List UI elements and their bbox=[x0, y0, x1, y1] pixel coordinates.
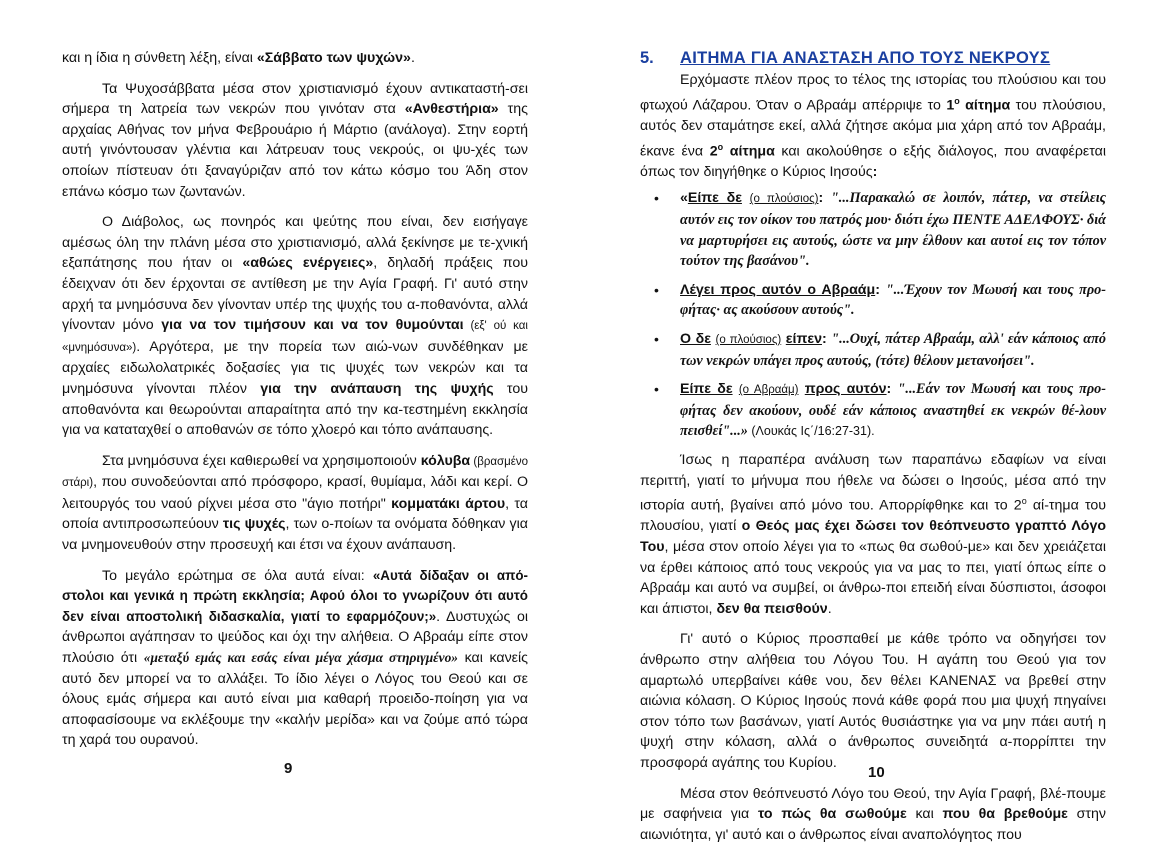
speaker-note: (ο πλούσιος) bbox=[715, 334, 782, 346]
superscript: ο bbox=[717, 141, 724, 152]
emphasis: 1 bbox=[946, 97, 955, 114]
text: . bbox=[827, 600, 832, 617]
emphasis: «Αυτά δίδαξαν οι από-στολοι και γενικά η πρώτη εκκλησία; Αφού όλοι το γνωρίζουν ότι αυτό δεν είναι αποστολική διδασκαλία, γιατί το εφαρμόζουν;» bbox=[62, 567, 528, 624]
text: του πλούσιου, αυτός δεν σταμάτησε εκεί, αλλά ζήτησε ακόμα μια χάρη από τον Αβραάμ, έκανε ένα bbox=[640, 97, 1106, 160]
emphasis: αίτημα bbox=[723, 143, 775, 160]
speaker-verb: προς αυτόν bbox=[804, 381, 887, 398]
paragraph bbox=[640, 450, 1106, 619]
text: , τα οποία αντιπροσωπεύουν bbox=[62, 495, 528, 533]
speaker: Είπε δε bbox=[680, 381, 733, 398]
colon: : bbox=[875, 281, 886, 298]
dialogue-item bbox=[640, 329, 1106, 371]
speaker-note: (ο Αβραάμ) bbox=[738, 384, 799, 397]
speaker: Ο δε bbox=[680, 331, 711, 347]
text: , που συνοδεύονται από πρόσφορο, κρασί, θυμίαμα, λάδι και κερί. Ο λειτουργός του ναού ρίχνει μέσα στο "άγιο ποτήρι" bbox=[62, 474, 528, 512]
text: Το μεγάλο ερώτημα σε όλα αυτά είναι: bbox=[102, 567, 373, 584]
superscript: ο bbox=[1021, 496, 1027, 507]
section-heading bbox=[640, 48, 1106, 68]
emphasis: κόλυβα bbox=[420, 452, 471, 469]
text: , μέσα στον οποίο λέγει για το «πως θα σωθού-με» και δεν χρειάζεται να έρθει κάποιος από τους νεκρούς για να μας το πει, γιατί όπως είπε ο Αβραάμ και αυτό να συμβεί, οι άνθρω-ποι επειδή είναι δύσπιστοι, άσοφοι και άπιστοι, bbox=[640, 539, 1106, 617]
text: και η ίδια η σύνθετη λέξη, είναι bbox=[62, 50, 257, 66]
emphasis: δεν θα πεισθούν bbox=[716, 600, 828, 617]
bullet-icon: • bbox=[654, 190, 659, 207]
text: Τα Ψυχοσάββατα μέσα στον χριστιανισμό έχουν αντικαταστή-σει σήμερα τη λατρεία των νεκρών που γινόταν στα bbox=[62, 80, 528, 118]
dialogue-list bbox=[640, 188, 1106, 442]
scripture-quote: "...Έχουν τον Μωυσή και τους προ-φήτας· ας ακούσουν αυτούς". bbox=[680, 281, 1106, 319]
colon: : bbox=[821, 331, 832, 347]
emphasis: «αθώες ενέργειες» bbox=[242, 255, 374, 272]
emphasis: 2 bbox=[709, 143, 718, 160]
paragraph bbox=[640, 784, 1106, 845]
emphasis: «Σάββατο των ψυχών» bbox=[256, 50, 411, 66]
text: Ίσως η παραπέρα ανάλυση των παραπάνω εδαφίων να είναι περιττή, γιατί το μήνυμα που ήθελε να δώσει ο Ιησούς, μέσα από την ιστορία αυτή, βγαίνει από μόνο του. Απορρίφθηκε και το 2 bbox=[640, 451, 1106, 514]
text: αί-τημα του πλουσίου, γιατί bbox=[640, 497, 1106, 535]
speaker-note: (ο πλούσιος) bbox=[749, 193, 819, 206]
emphasis: το πώς θα σωθούμε bbox=[757, 806, 907, 823]
right-page bbox=[640, 48, 1106, 845]
scripture-quote: «μεταξύ εμάς και εσάς είναι μέγα χάσμα στηριγμένο» bbox=[143, 650, 458, 666]
small-note: (εξ' ού και «μνημόσυνα») bbox=[62, 320, 528, 354]
text: Στα μνημόσυνα έχει καθιερωθεί να χρησιμοποιούν bbox=[102, 452, 421, 469]
bullet-icon: • bbox=[654, 331, 659, 347]
emphasis: τις ψυχές bbox=[222, 516, 286, 533]
emphasis: ο Θεός μας έχει δώσει τον θεόπνευστο γραπτό Λόγο Του bbox=[640, 518, 1107, 556]
emphasis: για να τον τιμήσουν και να τον θυμούνται bbox=[161, 317, 464, 334]
bullet-icon: • bbox=[654, 281, 659, 298]
text: της αρχαίας Αθήνας τον μήνα Φεβρουάριο ή Μάρτιο (ανάλογα). Στην εορτή αυτή γινόντουσαν γλέντια και λάτρευαν τους νεκρούς, οι ψυ-χές των οποίων πίστευαν ότι ξαναγύριζαν από τον κάτω κόσμο του Άδη στον επάνω κόσμο των ζωντανών. bbox=[62, 101, 528, 200]
text: και bbox=[906, 806, 943, 823]
text: και ακολούθησε ο εξής διάλογος, που αναφέρεται όπως τον διηγήθηκε ο Κύριος Ιησούς bbox=[640, 143, 1106, 180]
speaker: Λέγει προς αυτόν ο Αβραάμ bbox=[680, 281, 876, 298]
text: Ο Διάβολος, ως πονηρός και ψεύτης που είναι, δεν εισήγαγε αμέσως όλη την πλάνη μέσα στο χριστιανισμό, αλλά ξεκίνησε με τε-χνική εξαπάτησης που ήταν οι bbox=[62, 214, 528, 272]
text: του αποθανόντα και θεωρούνται απαραίτητα από την κα-τεστημένη εκκλησία για να καταταχθεί ο αποθανών σε τόπο χλοερό και τόπο ανάπαυσης. bbox=[62, 380, 528, 439]
text: . bbox=[410, 50, 415, 66]
page-number: 10 bbox=[868, 764, 885, 781]
text: Γι' αυτό ο Κύριος προσπαθεί με κάθε τρόπο να οδηγήσει τον άνθρωπο στην αλήθεια του Λόγου Του. Η αγάπη του Θεού για τον αμαρτωλό υπερβαίνει κάθε νου, δεν θέλει ΚΑΝΕΝΑΣ να βρεθεί στην αιώνια κόλαση. Ο Κύριος Ιησούς πονά κάθε φορά που μια ψυχή πηγαίνει στον τόπο των βασάνων, γιατί Αυτός θυσιάστηκε για να μην πάει αυτή η ψυχή στην κόλαση, αλλά ο άνθρωπος συνειδητά α-πορρίπτει την προσφορά αγάπης του Κυρίου. bbox=[640, 631, 1106, 772]
paragraph bbox=[62, 566, 528, 751]
emphasis: «Ανθεστήρια» bbox=[404, 101, 499, 118]
text: . Αργότερα, με την πορεία των αιώ-νων συνδέθηκαν με αρχαίες ειδωλολατρικές δοξασίες για τις ψυχές των νεκρών και τα μνημόσυνα γίνονται πλέον bbox=[62, 338, 528, 397]
emphasis: για την ανάπαυση της ψυχής bbox=[260, 380, 494, 397]
section-title: ΑΙΤΗΜΑ ΓΙΑ ΑΝΑΣΤΑΣΗ ΑΠΟ ΤΟΥΣ ΝΕΚΡΟΥΣ bbox=[680, 49, 1051, 67]
text: Μέσα στον θεόπνευστό Λόγο του Θεού, την Αγία Γραφή, βλέ-πουμε με σαφήνεια για bbox=[640, 785, 1106, 823]
section-number: 5. bbox=[640, 49, 654, 67]
text: , δηλαδή πράξεις που έδειχναν ότι δεν έρχονται σε αντίθεση με την Αγία Γραφή. Γι' αυτό στην αρχή τα μνημόσυνα δεν γίνονταν υπέρ της ψυχής του α-ποθανόντα, αλλά γίνονταν μόνο bbox=[62, 255, 528, 334]
scripture-quote: "...Παρακαλώ σε λοιπόν, πάτερ, να στείλεις αυτόν εις τον οίκον του πατρός μου· διότι έχω ΠΕΝΤΕ ΑΔΕΛΦΟΥΣ· διά να μαρτυρήσει εις αυτούς, ώστε να μην έλθουν και αυτοί εις τον τόπον τούτον της βασάνου". bbox=[680, 190, 1106, 270]
speaker: Είπε δε bbox=[687, 190, 742, 207]
text: και κανείς αυτό δεν μπορεί να το αλλάξει. Το ίδιο λέγει ο Λόγος του Θεού και σε όλους εμάς σήμερα και αυτό είναι μια καθαρή προειδο-ποίηση για να αποφασίσουμε να εκλέξουμε την «καλήν μερίδα» και να ζούμε από τώρα τη χαρά του ουρανού. bbox=[62, 650, 528, 749]
paragraph bbox=[62, 212, 528, 441]
scripture-reference: (Λουκάς Ις΄/16:27-31). bbox=[747, 424, 875, 439]
paragraph bbox=[62, 451, 528, 556]
open-quote: « bbox=[680, 190, 688, 207]
text: : bbox=[872, 163, 878, 180]
text: . Δυστυχώς οι άνθρωποι αγάπησαν το ψεύδος και όχι την αλήθεια. Ο Αβραάμ είπε στον πλούσιο ότι bbox=[62, 608, 529, 667]
emphasis: αίτημα bbox=[959, 97, 1011, 114]
dialogue-item bbox=[640, 280, 1106, 321]
text: , των ο-ποίων τα ονόματα δόθηκαν για να μνημονευθούν στην προσευχή και έτσι να έχουν ανάπαυση. bbox=[62, 516, 528, 554]
colon: : bbox=[818, 190, 831, 207]
superscript: ο bbox=[954, 95, 960, 106]
paragraph bbox=[62, 48, 528, 69]
speaker-verb: είπεν bbox=[785, 331, 822, 347]
paragraph bbox=[640, 70, 1106, 182]
dialogue-item bbox=[640, 188, 1106, 271]
bullet-icon: • bbox=[654, 381, 659, 398]
scripture-quote: "...Εάν τον Μωυσή και τους προ-φήτας δεν ακούουν, ουδέ εάν κάποιος αναστηθεί εκ νεκρών θέ-λουν πεισθεί"...» bbox=[680, 381, 1106, 440]
colon: : bbox=[886, 381, 898, 398]
text: στην αιωνιότητα, γι' αυτό και ο άνθρωπος είναι αναπολόγητος που bbox=[640, 806, 1106, 843]
small-note: (βρασμένο στάρι) bbox=[62, 455, 529, 490]
left-page bbox=[62, 48, 528, 751]
paragraph bbox=[62, 79, 528, 203]
page-number: 9 bbox=[284, 760, 293, 777]
paragraph bbox=[640, 629, 1106, 773]
text: Ερχόμαστε πλέον προς το τέλος της ιστορίας του πλούσιου και του φτωχού Λάζαρου. Όταν ο Αβραάμ απέρριψε το bbox=[640, 72, 1106, 114]
emphasis: που θα βρεθούμε bbox=[942, 806, 1068, 823]
scripture-quote: "...Ουχί, πάτερ Αβραάμ, αλλ' εάν κάποιος από των νεκρών υπάγει προς αυτούς, (τότε) θέλουν μετανοήσει". bbox=[680, 331, 1106, 369]
dialogue-item bbox=[640, 379, 1106, 442]
emphasis: κομματάκι άρτου bbox=[391, 495, 506, 512]
